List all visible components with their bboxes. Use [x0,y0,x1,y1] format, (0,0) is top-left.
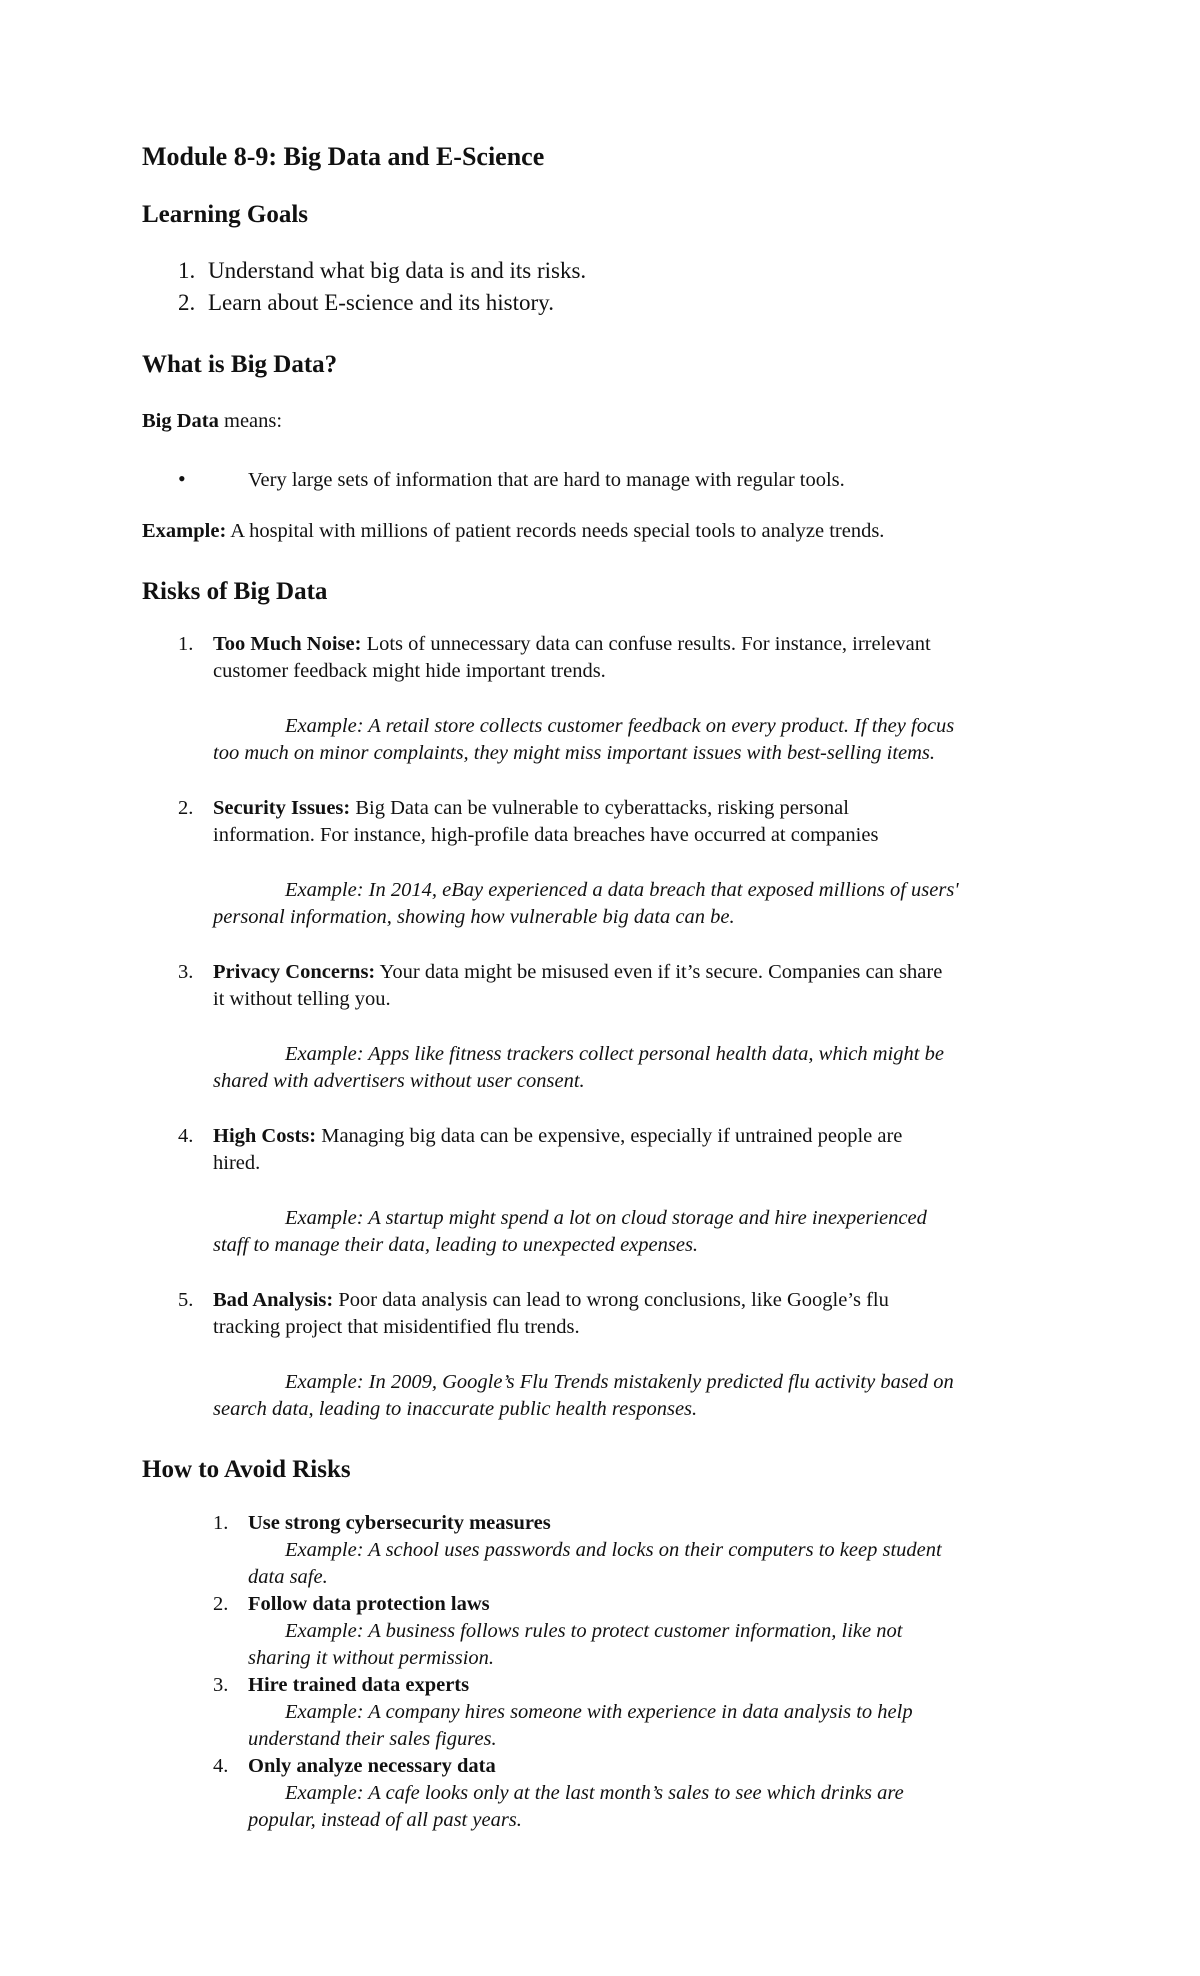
risk-example: Example: Apps like fitness trackers collect personal health data, which might be [285,1043,944,1065]
risk-example-continued: too much on minor complaints, they might miss important issues with best-selling items. [213,742,936,764]
list-number: 2. [178,290,196,315]
avoid-label: Only analyze necessary data [248,1755,496,1777]
what-is-big-data-heading: What is Big Data? [142,351,338,378]
bullet-text: Very large sets of information that are hard to manage with regular tools. [248,469,845,491]
risk-text-continued: it without telling you. [213,988,391,1010]
risk-example: Example: A retail store collects customer feedback on every product. If they focus [285,715,955,737]
avoid-item-4 [213,1755,496,1778]
bullet-icon: • [178,466,186,491]
avoid-label: Use strong cybersecurity measures [248,1512,551,1534]
avoid-label: Hire trained data experts [248,1674,470,1696]
definition-bullet [178,466,845,492]
learning-goal-item [178,258,586,284]
risk-text-continued: tracking project that misidentified flu trends. [213,1316,580,1338]
avoid-item-1 [213,1512,551,1535]
list-number: 2. [178,797,194,819]
learning-goal-text: Learn about E-science and its history. [208,290,554,315]
risk-example: Example: In 2009, Google’s Flu Trends mistakenly predicted flu activity based on [285,1371,954,1393]
risk-example: Example: In 2014, eBay experienced a data breach that exposed millions of users' [285,879,959,901]
risk-item-5 [178,1289,889,1312]
avoid-item-3 [213,1674,469,1697]
risk-example-continued: staff to manage their data, leading to unexpected expenses. [213,1234,699,1256]
big-data-example [142,520,884,543]
risk-item-3 [178,961,942,984]
risk-text-continued: customer feedback might hide important trends. [213,660,606,682]
list-number: 2. [213,1593,229,1615]
page-title: Module 8-9: Big Data and E-Science [142,142,545,171]
example-text: A hospital with millions of patient records needs special tools to analyze trends. [226,520,885,542]
avoid-risks-heading: How to Avoid Risks [142,1456,351,1483]
risks-heading: Risks of Big Data [142,578,328,605]
risk-item-4 [178,1125,902,1148]
risk-text: Lots of unnecessary data can confuse results. For instance, irrelevant [361,633,931,655]
avoid-label: Follow data protection laws [248,1593,490,1615]
avoid-example-continued: popular, instead of all past years. [248,1809,522,1831]
list-number: 3. [178,961,194,983]
risk-example-continued: search data, leading to inaccurate public health responses. [213,1398,698,1420]
risk-label: Privacy Concerns: [213,961,376,983]
learning-goals-heading: Learning Goals [142,201,308,228]
avoid-example-continued: sharing it without permission. [248,1647,495,1669]
risk-text-continued: information. For instance, high-profile data breaches have occurred at companies [213,824,879,846]
definition-term: Big Data [142,410,219,432]
risk-text: Poor data analysis can lead to wrong conclusions, like Google’s flu [333,1289,889,1311]
risk-text: Big Data can be vulnerable to cyberattacks, risking personal [350,797,849,819]
avoid-example-continued: understand their sales figures. [248,1728,497,1750]
risk-label: Bad Analysis: [213,1289,334,1311]
list-number: 3. [213,1674,229,1696]
list-number: 1. [213,1512,229,1534]
risk-item-2 [178,797,849,820]
risk-text-continued: hired. [213,1152,261,1174]
list-number: 4. [213,1755,229,1777]
risk-label: Security Issues: [213,797,351,819]
avoid-item-2 [213,1593,490,1616]
risk-label: Too Much Noise: [213,633,362,655]
learning-goal-item [178,290,554,316]
learning-goal-text: Understand what big data is and its risks. [208,258,587,283]
risk-example-continued: personal information, showing how vulnerable big data can be. [213,906,735,928]
example-label: Example: [142,520,227,542]
avoid-example-continued: data safe. [248,1566,328,1588]
risk-example-continued: shared with advertisers without user consent. [213,1070,585,1092]
risk-example: Example: A startup might spend a lot on cloud storage and hire inexperienced [285,1207,927,1229]
list-number: 5. [178,1289,194,1311]
list-number: 1. [178,258,196,283]
big-data-definition [142,410,282,433]
avoid-example: Example: A company hires someone with experience in data analysis to help [285,1701,913,1723]
list-number: 4. [178,1125,194,1147]
list-number: 1. [178,633,194,655]
avoid-example: Example: A school uses passwords and locks on their computers to keep student [285,1539,942,1561]
risk-text: Your data might be misused even if it’s secure. Companies can share [375,961,943,983]
avoid-example: Example: A business follows rules to protect customer information, like not [285,1620,903,1642]
risk-text: Managing big data can be expensive, especially if untrained people are [316,1125,903,1147]
risk-label: High Costs: [213,1125,317,1147]
risk-item-1 [178,633,931,656]
definition-rest: means: [218,410,283,432]
avoid-example: Example: A cafe looks only at the last month’s sales to see which drinks are [285,1782,904,1804]
